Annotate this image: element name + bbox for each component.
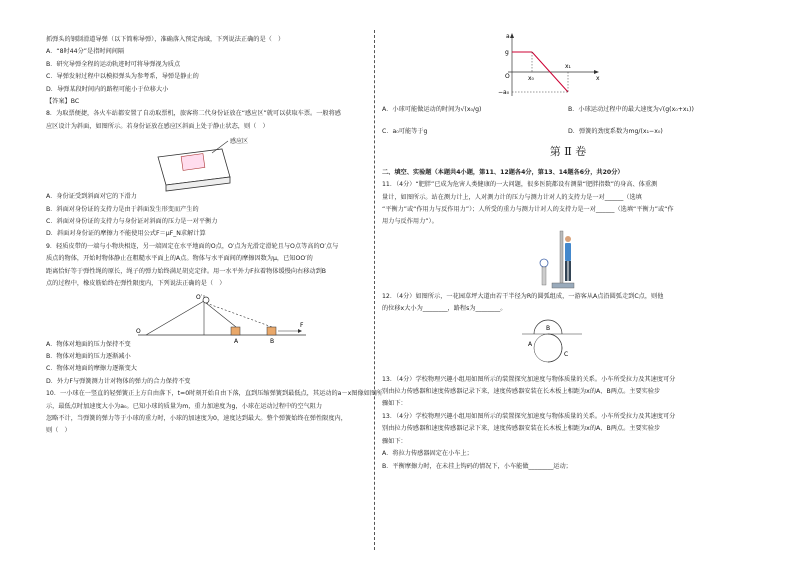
q9-label-o: O — [136, 327, 141, 335]
acceleration-displacement-graph — [382, 30, 754, 100]
step-a: A．将拉力传感器固定在小车上； — [382, 450, 473, 458]
q7-stem: 抓弹头的钢制滑道导弹（以下简称导弹），准确落入预定海域，下列说法正确的是（ ） — [46, 36, 285, 43]
q14-line2: 别由拉力传感器和速度传感器记录下来，速度传感器安装在长木板上相距为x的A、B两点。主要实验步 — [382, 425, 661, 433]
q9-option-a: A．物体对地面的压力保持不变 — [46, 340, 131, 348]
q11-line3: “平衡力”或“作用力与反作用力”）；人所受的重力与测力计对人的支持力是一对______（选填“平衡力”或“作 — [382, 206, 674, 214]
graph-neg-a0: −a₀ — [498, 89, 510, 96]
q10-stem-line4: 则（ ） — [46, 427, 71, 435]
q11-line4: 用力与反作用力”）。 — [382, 218, 438, 226]
q9-option-d: D．外力F与弹簧测力计对物体的弹力的合力保持不变 — [46, 377, 191, 385]
q12-figure — [382, 316, 754, 374]
q8-sensor-label: 感应区 — [230, 138, 249, 146]
section-title: 第 Ⅱ 卷 — [549, 144, 587, 158]
q8-option-b: B．斜面对身份证的支持力是由于斜面发生形变而产生的 — [46, 205, 199, 213]
q7-option-b: B．研究导弹全程的运动轨迹时可将导弹视为质点 — [46, 60, 181, 68]
q9-stem-line4: 点的过程中，橡皮筋始终在弹性限度内，下列说法正确的是（ ） — [46, 280, 226, 288]
q7-option-a: A．“8时44分”是指时间间隔 — [46, 48, 125, 56]
q12-line1: 12．（4分）如图所示，一花园草坪大道由若干半径为R的圆弧组成，一游客从A点沿圆弧走到C点，则他 — [382, 292, 664, 300]
q7-option-d: D．导弹某段时间内的路程可能小于位移大小 — [46, 85, 169, 93]
q13-line3: 骤如下： — [382, 400, 407, 408]
q9-stem-line2: 质点的物体，开始时物体静止在粗糙水平面上的A点。物体与水平面间的摩擦因数为μ，已知OO′的 — [46, 255, 313, 263]
q11-figure — [382, 229, 754, 291]
step-b: B．平衡摩擦力时，在未挂上钩码的情况下，小车能做________运动； — [382, 462, 572, 470]
q10-option-c: C．a₀可能等于g — [382, 128, 428, 136]
graph-axis-x: x — [596, 75, 600, 82]
q12-label-a: A — [528, 340, 533, 348]
graph-axis-a: a — [506, 33, 510, 40]
q10-option-d: D．弹簧的劲度系数为mg/(x₁−x₀) — [568, 128, 663, 136]
graph-label-g: g — [505, 49, 509, 56]
q10-stem-line1: 10．一小球在一竖直的轻弹簧正上方自由落下，t=0时刻开始自由下落，直到压缩弹簧到最低点，其运动的a－x图像如图所 — [46, 390, 383, 398]
q10-graph — [382, 30, 754, 100]
q8-option-a: A．身份证受到斜面对它的下滑力 — [46, 193, 137, 201]
q9-label-f: F — [300, 321, 304, 329]
left-column — [46, 34, 383, 438]
column-divider — [374, 30, 375, 550]
q11-line1: 11．（4分）“肥胖”已成为危害人类健康的一大问题，很多医院都设有测量“肥胖指数”的身高、体重测 — [382, 181, 658, 189]
q12-label-b: B — [546, 324, 551, 332]
graph-x0: x₀ — [528, 75, 534, 82]
q13-line1: 13．（4分）学校物理兴趣小组用如图所示的装置探究加速度与物体质量的关系。小车所受拉力及其速度可分 — [382, 375, 676, 383]
q9-label-o-prime: O′ — [196, 293, 203, 301]
q12-label-c: C — [564, 350, 569, 358]
q9-label-b: B — [270, 337, 275, 345]
q9-option-b: B．物体对地面的压力逐渐减小 — [46, 352, 131, 360]
q8-figure — [46, 133, 366, 191]
q11-line2: 量计，如图所示。站在测力计上，人对测力计的压力与测力计对人的支持力是一对______（选填 — [382, 193, 642, 201]
q9-option-c: C．物体对地面的摩擦力逐渐变大 — [46, 365, 137, 373]
q10-options-row2 — [382, 126, 754, 138]
q10-stem-line3: 忽略不计，当弹簧的弹力等于小球的重力时，小球的加速度为0，速度达到最大。整个弹簧始终在弹性限度内， — [46, 414, 347, 422]
q10-option-b: B．小球运动过程中的最大速度为√(g(x₀+x₁)) — [568, 106, 694, 113]
q13-line2: 别由拉力传感器和速度传感器记录下来，速度传感器安装在长木板上相距为x的A、B两点。主要实验步 — [382, 388, 661, 396]
right-column — [382, 30, 754, 473]
section-heading: 二、填空、实验题（本题共4小题，第11、12题各4分，第13、14题各6分，共20分） — [382, 168, 624, 176]
q8-option-c: C．斜面对身份证的支持力与身份证对斜面的压力是一对平衡力 — [46, 218, 218, 226]
q9-stem-line1: 9．轻质皮带的一端与小物块相连，另一端固定在水平地面的O点，O′点为光滑定滑轮且与O点等高的O′点与 — [46, 242, 339, 250]
q8-stem-line1: 8．为取票便捷，各火车站都安置了自动取票机，旅客将二代身份证放在“感应区”就可以获取车票。一般将感 — [46, 110, 341, 118]
graph-x1: x₁ — [565, 63, 571, 70]
height-weight-scale-drawing — [382, 229, 754, 291]
q7-answer: 【答案】BC — [46, 98, 80, 106]
q14-line3: 骤如下： — [382, 437, 407, 445]
q14-line1: 13．（4分）学校物理兴趣小组用如图所示的装置探究加速度与物体质量的关系。小车所受拉力及其速度可分 — [382, 412, 676, 420]
graph-origin: O — [505, 73, 510, 80]
garden-path-arcs-drawing — [382, 316, 754, 374]
q8-option-d: D．斜面对身份证的摩擦力不能使用公式F＝μF_N求解计算 — [46, 230, 206, 238]
q10-options-row1 — [382, 104, 754, 116]
q9-stem-line3: 距离恰好等于弹性绳的原长，绳子的弹力始终满足胡克定律。用一水平外力F拉着物体缓慢向右移动到B — [46, 267, 327, 275]
q10-stem-line2: 示，最低点时加速度大小为a₀。已知小球的质量为m，重力加速度为g，小球在运动过程中的空气阻力 — [46, 402, 323, 410]
q7-option-c: C．导弹发射过程中以模拟弹头为参考系，导弹是静止的 — [46, 73, 199, 81]
q8-stem-line2: 应区设计为斜面，如图所示。若身份证放在感应区斜面上处于静止状态，则（ ） — [46, 122, 269, 130]
q12-line2: 的位移x大小为________，路程s为________。 — [382, 305, 507, 313]
q9-label-a: A — [234, 337, 239, 345]
ticket-machine-drawing — [46, 133, 366, 191]
q10-option-a: A．小球可能做运动的时间为√(x₀/g) — [382, 106, 482, 113]
